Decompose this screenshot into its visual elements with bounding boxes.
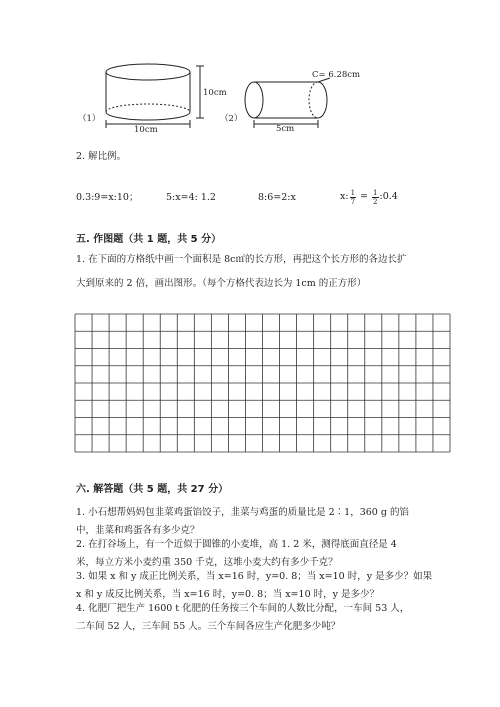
fraction-1-2	[372, 189, 378, 206]
fraction-denominator: 7	[350, 197, 356, 206]
section-5-heading: 五. 作图题（共 1 题，共 5 分）	[76, 234, 222, 245]
question-line: 米，每立方米小麦约重 350 千克，这堆小麦大约有多少千克？	[76, 557, 338, 568]
fraction-denominator: 2	[373, 197, 378, 206]
lying-cylinder-length-label: 5cm	[276, 124, 295, 134]
proportion-4-prefix: x:	[340, 191, 349, 202]
section-5-q1-line-1: 1. 在下面的方格纸中画一个面积是 8c㎡的长方形，再把这个长方形的各边长扩	[76, 254, 407, 265]
proportion-4-suffix: :0.4	[379, 191, 398, 202]
proportion-4	[340, 184, 398, 210]
question-line: 1. 小石想帮妈妈包韭菜鸡蛋馅饺子，韭菜与鸡蛋的质量比是 2∶1，360 g 的馅	[76, 507, 409, 518]
question-line: 中，韭菜和鸡蛋各有多少克？	[76, 525, 200, 536]
question-line: x 和 y 成反比例关系，当 x=16 时，y=0. 8；当 x=10 时，y 是多少？	[76, 589, 380, 600]
grid-paper[interactable]	[75, 314, 450, 452]
question-line: 二车间 52 人，三车间 55 人。三个车间各应生产化肥多少吨？	[76, 621, 341, 632]
q2-title: 2. 解比例。	[76, 151, 127, 162]
section-5-q1-line-2: 大到原来的 2 倍，画出图形。（每个方格代表边长为 1cm 的正方形）	[76, 278, 367, 289]
equals-sign: =	[357, 191, 372, 202]
question-line: 4. 化肥厂把生产 1600 t 化肥的任务按三个车间的人数比分配，一车间 53 人，	[76, 603, 410, 614]
cylinder-height-label: 10cm	[203, 88, 227, 98]
fraction-1-7	[350, 189, 356, 206]
question-line: 2. 在打谷场上，有一个近似于圆锥的小麦堆，高 1. 2 米，测得底面直径是 4	[76, 539, 397, 550]
section-6-questions	[76, 506, 432, 634]
proportion-1: 0.3:9=x:10；	[76, 192, 139, 203]
fraction-numerator: 1	[350, 188, 356, 197]
fraction-numerator: 1	[373, 188, 378, 197]
circumference-label: C= 6.28cm	[312, 70, 361, 80]
proportion-2: 5:x=4: 1.2	[166, 192, 216, 203]
figure-1-label: （1）	[78, 114, 101, 124]
section-6-heading: 六. 解答题（共 5 题，共 27 分）	[76, 484, 229, 495]
proportion-3: 8:6=2:x	[258, 192, 296, 203]
figure-2-label: （2）	[220, 114, 243, 124]
cylinder-width-label: 10cm	[134, 125, 158, 135]
question-line: 3. 如果 x 和 y 成正比例关系，当 x=16 时，y=0. 8；当 x=10 时，y 是多少？如果	[76, 571, 433, 582]
